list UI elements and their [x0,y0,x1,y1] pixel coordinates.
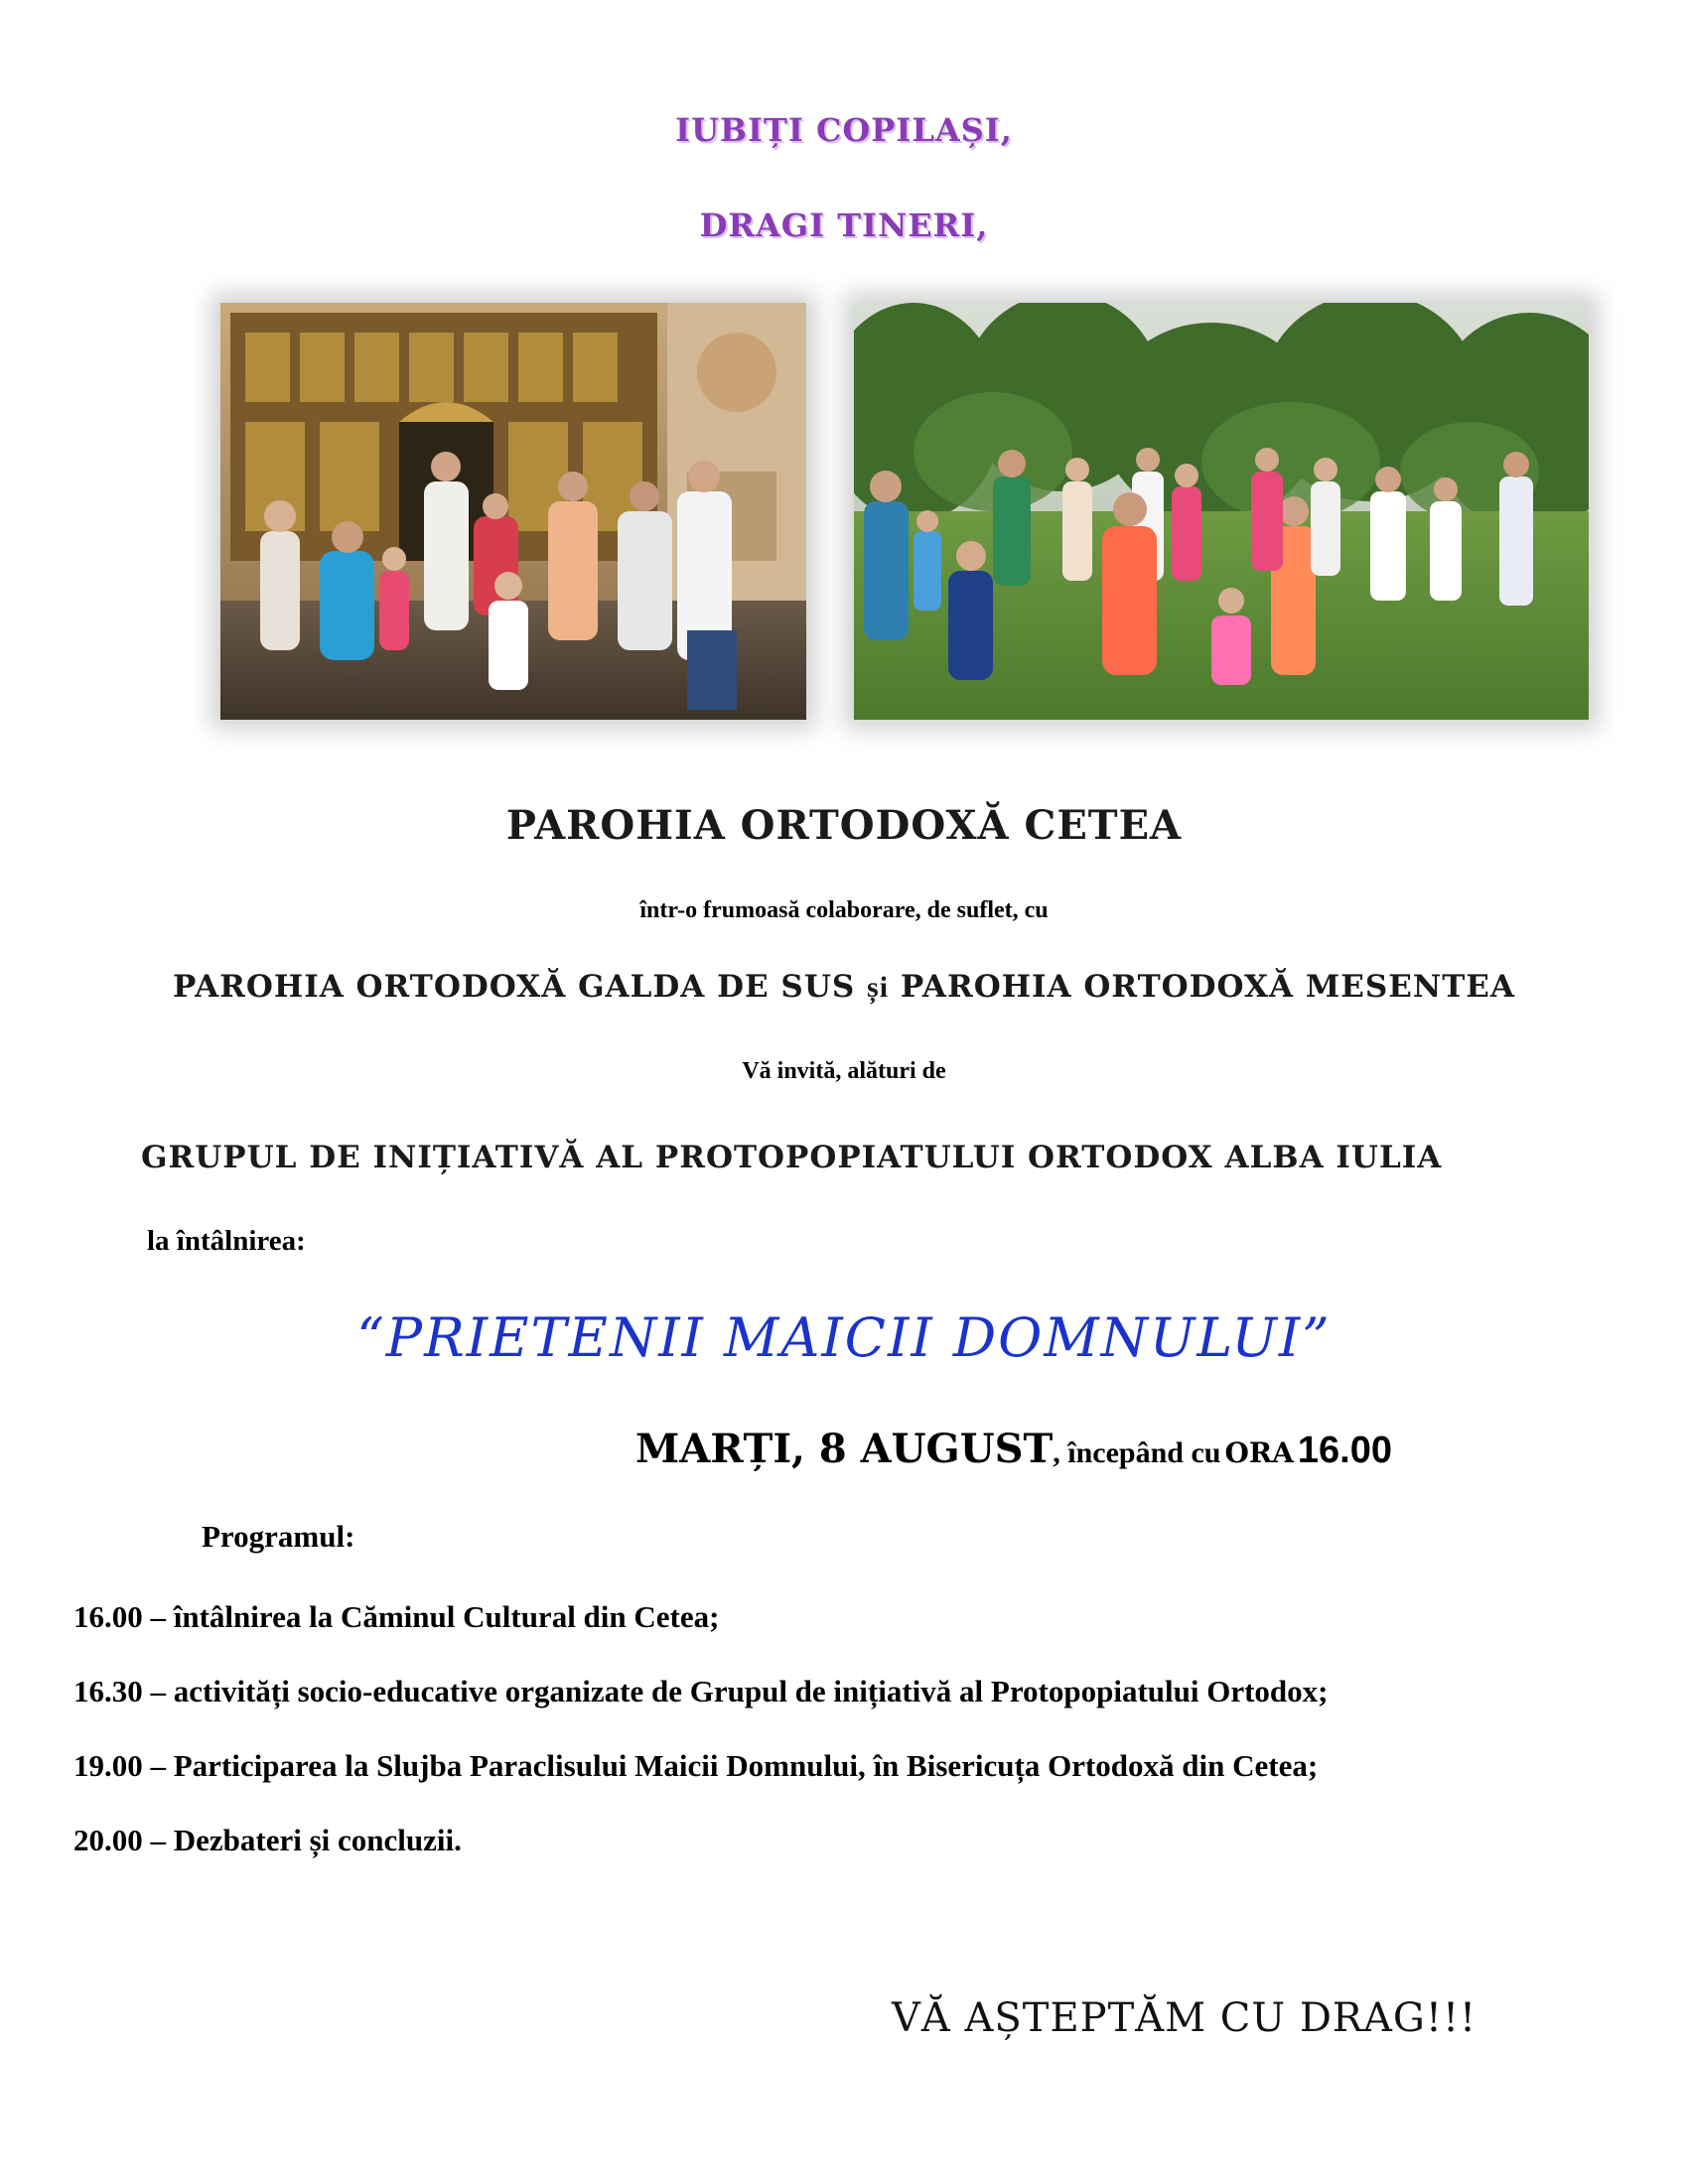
event-date: MARȚI, 8 AUGUST [635,1426,1054,1472]
invite-text: Vă invită, alături de [742,1058,946,1084]
event-time: 16.00 [1297,1430,1392,1471]
schedule-item: 20.00 – Dezbateri și concluzii. [73,1823,462,1857]
partner-first: PAROHIA ORTODOXĂ GALDA DE SUS [173,969,856,1005]
children-in-circle-photo [854,303,1589,720]
schedule-item: 16.00 – întâlnirea la Căminul Cultural din Cetea; [73,1599,720,1634]
intro-text: într-o frumoasă colaborare, de suflet, cu [639,897,1049,923]
program-label: Programul: [202,1519,355,1554]
host-parish: PAROHIA ORTODOXĂ CETEA [505,802,1183,849]
event-joiner: , începând cu [1053,1436,1221,1469]
event-title: “PRIETENII MAICII DOMNULUI” [356,1306,1332,1369]
initiative-group: GRUPUL DE INIȚIATIVĂ AL PROTOPOPIATULUI ORTODOX ALBA IULIA [141,1140,1443,1175]
partner-joiner: și [867,971,890,1004]
schedule-list [73,1598,1328,1896]
event-ora-label: ORA [1224,1436,1294,1469]
church-interior-photo [220,303,806,720]
greeting-line-2: DRAGI TINERI, [699,206,989,244]
event-datetime [635,1426,1392,1472]
schedule-item: 19.00 – Participarea la Slujba Paraclisului Maicii Domnului, în Bisericuța Ortodoxă din Cetea; [73,1748,1319,1783]
meeting-label: la întâlnirea: [147,1225,306,1257]
closing-message: VĂ AȘTEPTĂM CU DRAG!!! [892,1995,1477,2041]
schedule-item: 16.30 – activități socio-educative organizate de Grupul de inițiativă al Protopopiatului Ortodox; [73,1674,1329,1708]
greeting-line-1: IUBIȚI COPILAȘI, [675,111,1013,149]
partner-second: PAROHIA ORTODOXĂ MESENTEA [900,969,1515,1005]
partner-parishes [0,969,1688,1005]
